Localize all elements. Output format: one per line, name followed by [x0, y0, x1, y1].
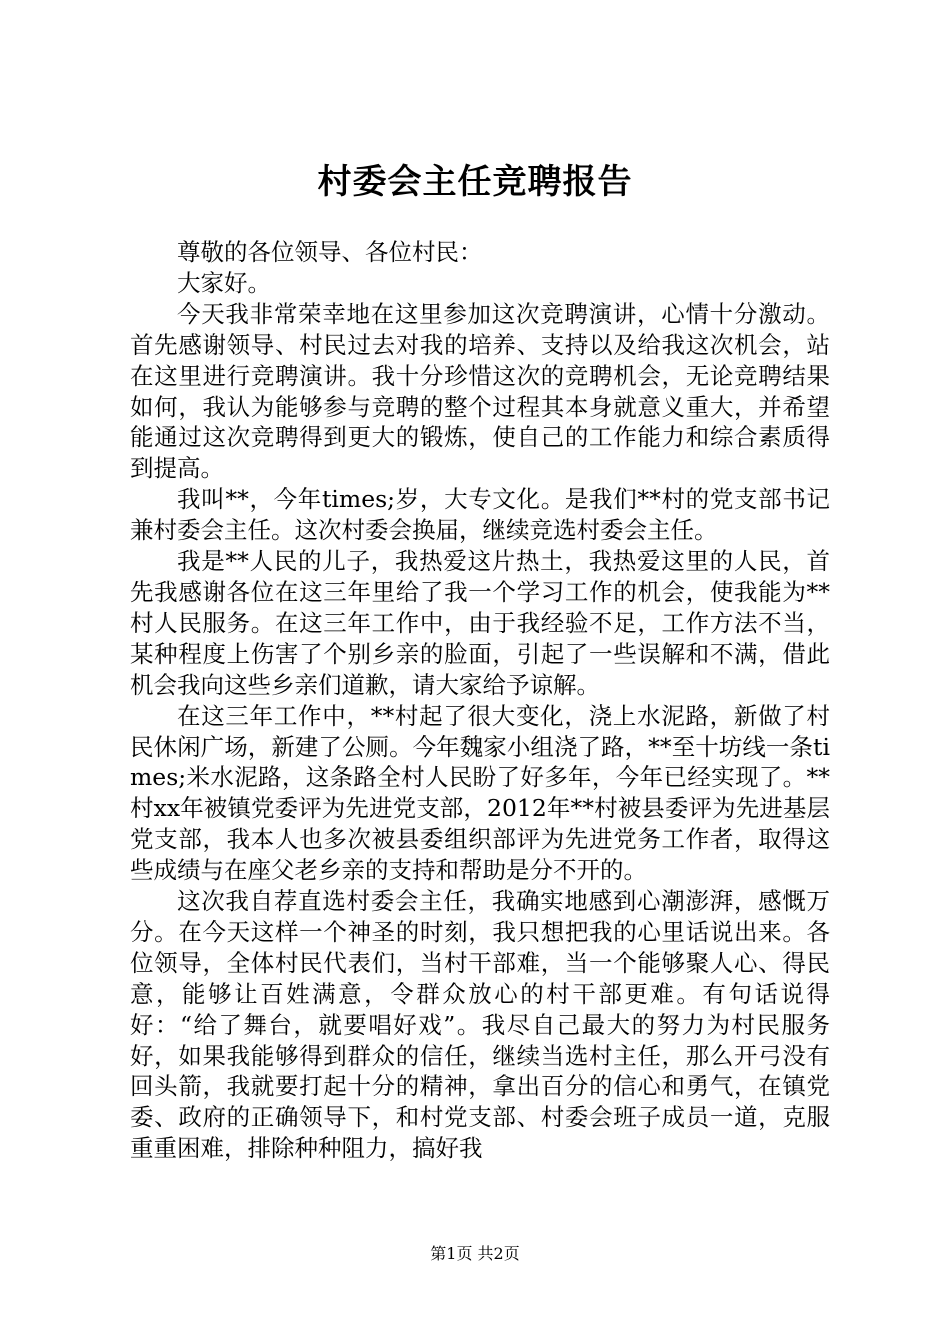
document-title: 村委会主任竞聘报告: [317, 162, 633, 202]
body-paragraph: 这次我自荐直选村委会主任，我确实地感到心潮澎湃，感慨万分。在今天这样一个神圣的时刻，我只想把我的心里话说出来。各位领导，全体村民代表们，当村干部难，当一个能够聚人心、得民意，能够让百姓满意，令群众放心的村干部更难。有句话说得好：“给了舞台，就要唱好戏”。我尽自己最大的努力为村民服务好，如果我能够得到群众的信任，继续当选村主任，那么开弓没有回头箭，我就要打起十分的精神，拿出百分的信心和勇气，在镇党委、政府的正确领导下，和村党支部、村委会班子成员一道，克服重重困难，排除种种阻力，搞好我: [130, 887, 830, 1163]
greeting: 大家好。: [177, 268, 271, 297]
body-paragraph: 我叫**，今年times;岁，大专文化。是我们**村的党支部书记兼村委会主任。这次村委会换届，继续竞选村委会主任。: [130, 485, 830, 545]
document-body: [130, 237, 830, 1164]
page-footer: 第1页 共2页: [430, 1244, 520, 1263]
body-paragraph: 我是**人民的儿子，我热爱这片热土，我热爱这里的人民，首先我感谢各位在这三年里给了我一个学习工作的机会，使我能为**村人民服务。在这三年工作中，由于我经验不足，工作方法不当，某种程度上伤害了个别乡亲的脸面，引起了一些误解和不满，借此机会我向这些乡亲们道歉，请大家给予谅解。: [130, 547, 830, 699]
salutation: 尊敬的各位领导、各位村民：: [177, 238, 483, 266]
body-paragraph: 今天我非常荣幸地在这里参加这次竞聘演讲，心情十分激动。首先感谢领导、村民过去对我的培养、支持以及给我这次机会，站在这里进行竞聘演讲。我十分珍惜这次的竞聘机会，无论竞聘结果如何，我认为能够参与竞聘的整个过程其本身就意义重大，并希望能通过这次竞聘得到更大的锻炼，使自己的工作能力和综合素质得到提高。: [130, 299, 830, 483]
body-paragraph: 在这三年工作中，**村起了很大变化，浇上水泥路，新做了村民休闲广场，新建了公厕。今年魏家小组浇了路，**至十坊线一条times;米水泥路，这条路全村人民盼了好多年，今年已经实现了。**村xx年被镇党委评为先进党支部，2012年**村被县委评为先进基层党支部，我本人也多次被县委组织部评为先进党务工作者，取得这些成绩与在座父老乡亲的支持和帮助是分不开的。: [130, 701, 830, 885]
